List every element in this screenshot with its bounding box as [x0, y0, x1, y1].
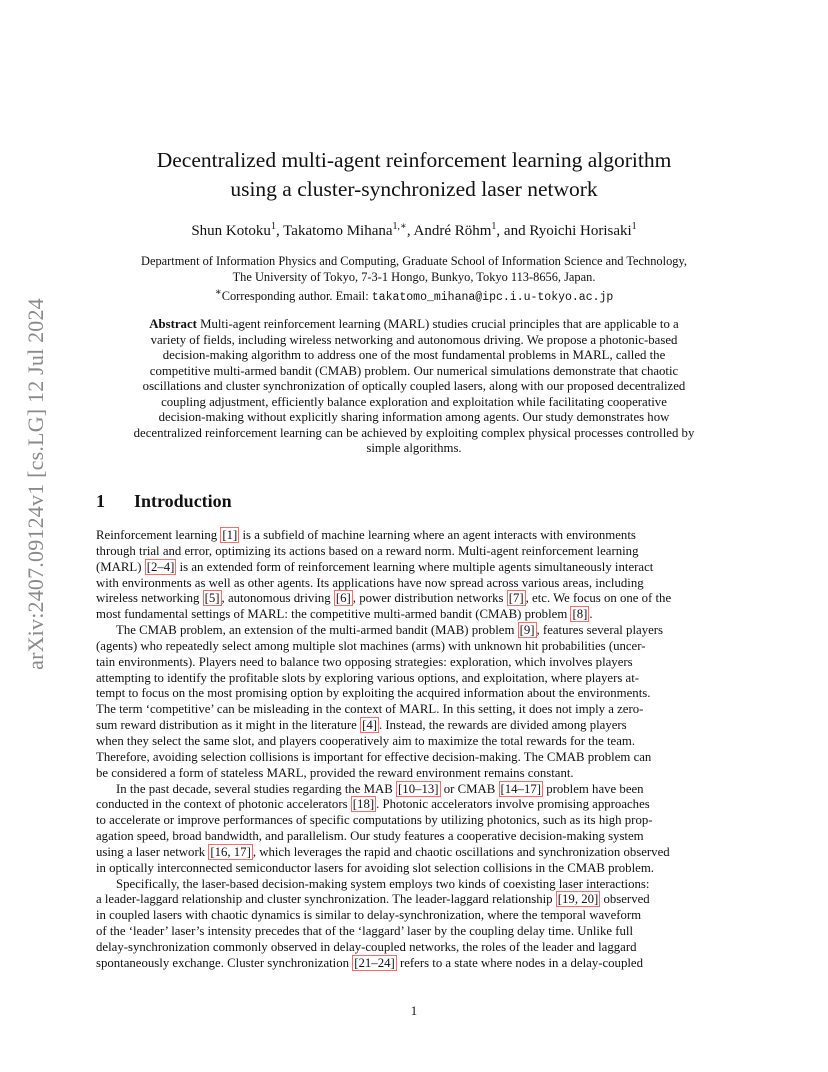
- body-line: through trial and error, optimizing its actions based on a reward norm. Multi-agent reinforcement learning: [96, 543, 639, 558]
- citation-link[interactable]: [19, 20]: [557, 892, 599, 907]
- abstract-text: Multi-agent reinforcement learning (MARL) studies crucial principles that are applicable to a: [200, 317, 679, 331]
- body-line: [96, 892, 732, 908]
- body-line: [96, 560, 732, 576]
- body-line: [96, 607, 732, 623]
- citation-link[interactable]: [4]: [362, 718, 377, 733]
- text-run: Reinforcement learning: [96, 528, 221, 542]
- body-line: agation speed, broad bandwidth, and parallelism. Our study features a cooperative decision-making system: [96, 829, 644, 844]
- text-run: conducted in the context of photonic accelerators: [96, 797, 351, 812]
- text-run: , autonomous driving: [221, 591, 334, 606]
- body-line: be considered a form of stateless MARL, provided the reward environment remains constant.: [96, 765, 574, 780]
- abstract-line: decision-making without explicitly sharing information among agents. Our study demonstrates how: [158, 410, 670, 424]
- author-name: Takatomo Mihana: [283, 223, 393, 239]
- text-run: In the past decade, several studies regarding the MAB: [116, 781, 397, 796]
- text-run: , power distribution networks: [352, 591, 507, 606]
- body-line: [96, 623, 732, 639]
- body-line: of the ‘leader’ laser’s intensity precedes that of the ‘laggard’ laser by the coupling delay time. Unlike full: [96, 924, 634, 939]
- abstract-line: coupling adjustment, efficiently balance exploration and exploitation while facilitating cooperative: [161, 394, 667, 409]
- title-line-1: Decentralized multi-agent reinforcement learning algorithm: [156, 148, 672, 172]
- body-line: [96, 528, 732, 544]
- affiliation-line-1: Department of Information Physics and Computing, Graduate School of Information Science and Technology,: [141, 254, 687, 268]
- citation-link[interactable]: [6]: [335, 591, 351, 606]
- body-line: (agents) who repeatedly select among multiple slot machines (arms) with unknown hit probabilities (uncer-: [96, 638, 646, 653]
- citation-link[interactable]: [8]: [572, 607, 588, 622]
- text-run: . Photonic accelerators involve promising approaches: [376, 797, 650, 812]
- author-name: Shun Kotoku: [191, 223, 271, 239]
- citation-link[interactable]: [16, 17]: [210, 844, 251, 859]
- body-line: delay-synchronization commonly observed in delay-coupled networks, the roles of the leader and laggard: [96, 939, 637, 954]
- body-line: tain environments). Players need to balance two opposing strategies: exploration, which involves players: [96, 654, 633, 669]
- text-run: , which leverages the rapid and chaotic oscillations and synchronization observed: [252, 844, 670, 859]
- body-line: tempt to focus on the most promising option by exploiting the acquired information about the environments.: [96, 686, 651, 701]
- abstract-line: variety of fields, including wireless networking and autonomous driving. We propose a photonic-based: [150, 332, 678, 347]
- text-run: , features several players: [536, 623, 664, 638]
- abstract-line: simple algorithms.: [366, 441, 462, 455]
- author-affiliation-mark: 1: [270, 221, 276, 232]
- author-name: André Röhm: [413, 223, 492, 239]
- text-run: refers to a state where nodes in a delay-coupled: [396, 955, 643, 970]
- author-affiliation-mark: 1: [631, 221, 637, 232]
- section-number: 1: [96, 491, 105, 511]
- author-name: Ryoichi Horisaki: [529, 223, 632, 239]
- section-heading-introduction: [96, 491, 232, 512]
- body-line: when they select the same slot, and players cooperatively aim to maximize the total rewards for the team.: [96, 733, 636, 748]
- text-run: using a laser network: [96, 844, 209, 859]
- text-run: spontaneously exchange. Cluster synchronization: [96, 955, 353, 970]
- text-run: sum reward distribution as it might in the literature: [96, 718, 361, 733]
- author-affiliation-mark: 1,∗: [392, 221, 407, 232]
- introduction-body: [96, 528, 732, 972]
- citation-link[interactable]: [5]: [204, 591, 220, 606]
- abstract-block: [96, 317, 732, 457]
- abstract-line: [96, 317, 732, 333]
- text-run: observed: [600, 892, 650, 907]
- citation-link[interactable]: [21–24]: [354, 955, 395, 970]
- body-line: [96, 845, 732, 861]
- paper-title: [96, 146, 732, 204]
- body-line: [96, 782, 732, 798]
- citation-link[interactable]: [10–13]: [398, 781, 439, 796]
- citation-link[interactable]: [18]: [352, 797, 375, 812]
- title-line-2: using a cluster-synchronized laser network: [230, 177, 598, 201]
- paper-title-block: [96, 146, 732, 204]
- citation-link[interactable]: [14–17]: [500, 781, 542, 796]
- text-run: is an extended form of reinforcement learning where multiple agents simultaneously interact: [176, 559, 654, 574]
- text-run: wireless networking: [96, 591, 203, 606]
- section-title: Introduction: [134, 491, 232, 511]
- body-line: attempting to identify the profitable slots by exploring various options, and exploitation, where players at-: [96, 670, 640, 685]
- citation-link[interactable]: [1]: [222, 528, 238, 542]
- abstract-line: decentralized reinforcement learning can be achieved by exploiting complex physical processes controlled by: [133, 425, 695, 440]
- text-run: .: [589, 607, 593, 622]
- citation-link[interactable]: [9]: [519, 623, 535, 638]
- citation-link[interactable]: [7]: [508, 591, 524, 606]
- text-run: is a subfield of machine learning where an agent interacts with environments: [239, 528, 636, 542]
- body-line: Specifically, the laser-based decision-making system employs two kinds of coexisting laser interactions:: [116, 876, 650, 891]
- page-number: 1: [410, 1004, 418, 1018]
- affiliation-block: [96, 254, 732, 306]
- body-line: with environments as well as other agents. Its applications have now spread across various areas, including: [96, 575, 644, 590]
- abstract-line: competitive multi-armed bandit (CMAB) problem. Our numerical simulations demonstrate that chaotic: [149, 363, 679, 378]
- corresponding-author-line: [96, 285, 732, 306]
- body-line: in optically interconnected semiconductor lasers for avoiding slot selection collisions in the CMAB problem.: [96, 860, 654, 875]
- abstract-label: Abstract: [149, 317, 197, 331]
- author-list: Shun Kotoku$^1$, Takatomo Mihana$^{1,∗}$, André Röhm$^1$, and Ryoichi Horisaki$^1$: [191, 221, 637, 239]
- body-line: The term ‘competitive’ can be misleading in the context of MARL. In this setting, it does not imply a zero-: [96, 702, 644, 717]
- body-line: [96, 797, 732, 813]
- arxiv-identifier-stamp: [24, 296, 48, 672]
- corresponding-author-text: Corresponding author. Email:: [221, 289, 369, 304]
- text-run: (MARL): [96, 559, 145, 574]
- body-line: [96, 956, 732, 972]
- arxiv-identifier-text: arXiv:2407.09124v1 [cs.LG] 12 Jul 2024: [23, 298, 48, 670]
- body-line: [96, 718, 732, 734]
- abstract-line: oscillations and cluster synchronization of optically coupled lasers, along with our proposed decentralized: [142, 379, 686, 393]
- body-line: [96, 591, 732, 607]
- text-run: problem have been: [543, 781, 644, 796]
- body-line: in coupled lasers with chaotic dynamics is similar to delay-synchronization, where the temporal waveform: [96, 908, 642, 923]
- text-run: a leader-laggard relationship and cluster synchronization. The leader-laggard relationship: [96, 892, 556, 907]
- text-run: most fundamental settings of MARL: the competitive multi-armed bandit (CMAB) problem: [96, 607, 571, 622]
- affiliation-line-2: The University of Tokyo, 7-3-1 Hongo, Bunkyo, Tokyo 113-8656, Japan.: [232, 269, 596, 284]
- text-run: The CMAB problem, an extension of the multi-armed bandit (MAB) problem: [116, 623, 518, 638]
- text-run: , etc. We focus on one of the: [525, 591, 672, 606]
- corresponding-mark: ∗: [214, 287, 222, 299]
- body-line: Therefore, avoiding selection collisions is important for effective decision-making. The CMAB problem can: [96, 749, 652, 764]
- text-run: . Instead, the rewards are divided among players: [378, 718, 627, 733]
- author-conjunction: and: [503, 223, 526, 239]
- corresponding-email-link[interactable]: takatomo_mihana@ipc.i.u-tokyo.ac.jp: [371, 291, 614, 305]
- body-line: to accelerate or improve performances of specific computations by utilizing photonics, such as its high prop-: [96, 813, 653, 828]
- text-run: or CMAB: [440, 781, 499, 796]
- author-affiliation-mark: 1: [491, 221, 497, 232]
- citation-link[interactable]: [2–4]: [146, 559, 175, 574]
- abstract-line: decision-making algorithm to address one of the most fundamental problems in MARL, called the: [162, 348, 666, 362]
